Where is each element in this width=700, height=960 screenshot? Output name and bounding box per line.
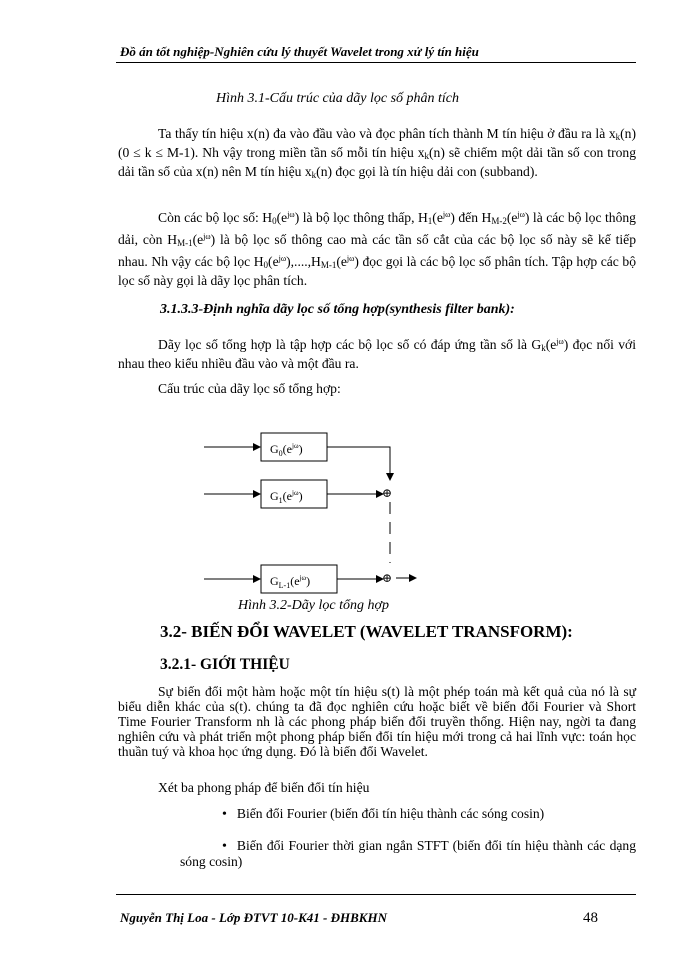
footer-author: Nguyễn Thị Loa - Lớp ĐTVT 10-K41 - ĐHBKHN: [120, 910, 387, 925]
bullet-item-2: • Biến đổi Fourier thời gian ngắn STFT (biến đổi tín hiệu thành các dạng sóng cosin): [180, 838, 636, 869]
filter-label-gl1: $G_{L-1}(e^{j\omega})$: [270, 574, 311, 590]
heading-synthesis-filter-bank: 3.1.3.3-Định nghĩa dãy lọc số tổng hợp(synthesis filter bank):: [160, 302, 515, 317]
filter-label-g1: $G_1(e^{j\omega})$: [270, 489, 303, 505]
synthesis-filter-bank-diagram: [190, 418, 430, 603]
running-header: Đồ án tốt nghiệp-Nghiên cứu lý thuyết Wavelet trong xử lý tín hiệu: [120, 44, 479, 59]
bullet-icon: •: [222, 807, 227, 822]
paragraph-synthesis-definition: Dãy lọc số tổng hợp là tập hợp các bộ lọc số có đáp ứng tần số là $G_k(e^{j\omega})$ đọc nối với nhau theo kiểu nhiều đầu vào và một đầu ra.: [118, 337, 636, 371]
paragraph-three-methods: Xét ba phong pháp để biến đổi tín hiệu: [158, 780, 370, 795]
adder-final: ⊕: [382, 571, 393, 585]
header-rule: [116, 62, 636, 63]
bullet-item-1: • Biến đổi Fourier (biến đổi tín hiệu thành các sóng cosin): [222, 806, 545, 822]
figure-3-2-caption: Hình 3.2-Dãy lọc tổng hợp: [238, 598, 389, 613]
paragraph-analysis-filters: Còn các bộ lọc số: $H_0(e^{j\omega})$ là bộ lọc thông thấp, $H_1(e^{j\omega})$ đến $H_{M-2}(e^{j\omega})$ là các bộ lọc thông dải, còn $H_{M-1}(e^{j\omega})$ là bộ lọc số thông cao mà các tần số cắt của các bộ lọc số này sẽ kế tiếp nhau. Nh vậy các bộ lọc $H_0(e^{j\omega}),....,H_{M-1}(e^{j\omega})$ đọc gọi là các bộ lọc số phân tích. Tập hợp các bộ lọc số này gọi là dãy lọc phân tích.: [118, 210, 636, 288]
paragraph-analysis-signals: Ta thấy tín hiệu x(n) đa vào đầu vào và đọc phân tích thành M tín hiệu ở đầu ra là $x_k(n) (0 \le k \le M-1)$. Nh vậy trong miền tần số mỗi tín hiệu $x_k(n)$ sẽ chiếm một dải tần số con trong dải tần số của x(n) nên M tín hiệu $x_k(n)$ đọc gọi là tín hiệu dải con (subband).: [118, 126, 636, 180]
footer-rule: [116, 894, 636, 895]
adder-1: ⊕: [382, 486, 393, 500]
bullet-icon: •: [222, 839, 227, 854]
paragraph-synthesis-structure: Cấu trúc của dãy lọc số tổng hợp:: [158, 381, 341, 396]
page-number: 48: [583, 910, 598, 926]
filter-label-g0: $G_0(e^{j\omega})$: [270, 442, 303, 458]
subsection-title: 3.2.1- GIỚI THIỆU: [160, 656, 290, 673]
section-title: 3.2- BIẾN ĐỔI WAVELET (WAVELET TRANSFORM):: [160, 622, 573, 641]
output-line-0: [327, 447, 390, 480]
figure-3-1-caption: Hình 3.1-Cấu trúc của dãy lọc số phân tích: [216, 91, 460, 106]
paragraph-wavelet-intro: Sự biến đổi một hàm hoặc một tín hiệu s(t) là một phép toán mà kết quả của nó là sự biểu diễn khác của s(t). chúng ta đã đọc nghiên cứu hoặc biết về biến đổi Fourier và Short Time Fourier Transform nh là các phong pháp biến đổi truyền thống. Hiện nay, ngời ta đang nghiên cứu và phát triển một phong pháp biến đổi tín hiệu mới trong cả hai lĩnh vực: toán học thuần tuý và khoa học ứng dụng. Đó là biến đổi Wavelet.: [118, 684, 636, 759]
